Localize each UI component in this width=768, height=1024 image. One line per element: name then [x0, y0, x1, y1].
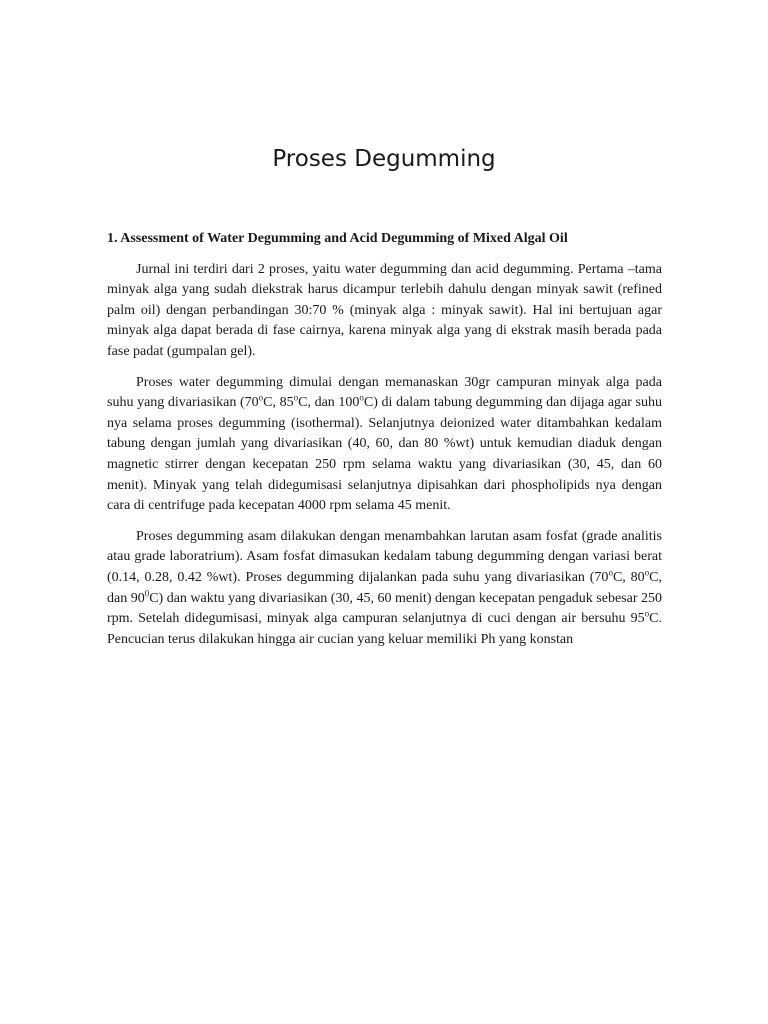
degree-mark: o — [644, 608, 650, 619]
p2-text-d: C) di dalam tabung degumming dan dijaga agar suhu nya selama proses degumming (isothermal). Selanjutnya deionized water ditambahkan kedalam tabung dengan jumlah yang divariasikan (40, 60, dan 80 %wt) untuk kemudian diaduk dengan magnetic stirrer dengan kecepatan 250 rpm selama waktu yang divariasikan (30, 45, dan 60 menit). Minyak yang telah didegumisasi selanjutnya dipisahkan dari phospholipids nya dengan cara di centrifuge pada kecepatan 4000 rpm selama 45 menit. — [107, 395, 662, 514]
p3-text-c: C, dan 90 — [107, 569, 662, 606]
p2-text-a: Proses water degumming dimulai dengan memanaskan 30gr campuran minyak alga pada suhu yang divariasikan (70 — [107, 374, 662, 411]
p3-text-d: C) dan waktu yang divariasikan (30, 45, 60 menit) dengan kecepatan pengaduk sebesar 250 rpm. Setelah didegumisasi, minyak alga campuran selanjutnya di cuci dengan air bersuhu 95 — [107, 590, 663, 627]
p2-text-b: C, 85 — [263, 395, 294, 411]
degree-mark: o — [258, 392, 264, 403]
paragraph-1: Jurnal ini terdiri dari 2 proses, yaitu water degumming dan acid degumming. Pertama –tama minyak alga yang sudah diekstrak harus dicampur terlebih dahulu dengan minyak sawit (refined palm oil) dengan perbandingan 30:70 % (minyak alga : minyak sawit). Hal ini bertujuan agar minyak alga dapat berada di fase cairnya, karena minyak alga yang di ekstrak masih berada pada fase padat (gumpalan gel). — [107, 261, 662, 359]
p2-text-c: C, dan 100 — [298, 395, 360, 411]
degree-mark: o — [644, 567, 650, 578]
p3-text-e: C. Pencucian terus dilakukan hingga air cucian yang keluar memiliki Ph yang konstan — [107, 611, 662, 647]
degree-mark: 0 — [144, 587, 150, 598]
paragraph-3 — [107, 527, 662, 651]
degree-mark: o — [359, 392, 364, 403]
paragraph-2 — [107, 373, 662, 517]
p3-text-b: C, 80 — [612, 569, 645, 585]
degree-mark: o — [608, 567, 613, 578]
section-heading: 1. Assessment of Water Degumming and Acid Degumming of Mixed Algal Oil — [107, 231, 568, 246]
document-body — [107, 229, 662, 660]
page-title: Proses Degumming — [272, 146, 496, 172]
p3-text-a: Proses degumming asam dilakukan dengan menambahkan larutan asam fosfat (grade analitis atau grade laboratrium). Asam fosfat dimasukan kedalam tabung degumming dengan variasi berat (0.14, 0.28, 0.42 %wt). Proses degumming dijalankan pada suhu yang divariasikan (70 — [107, 528, 662, 585]
degree-mark: o — [293, 392, 299, 403]
